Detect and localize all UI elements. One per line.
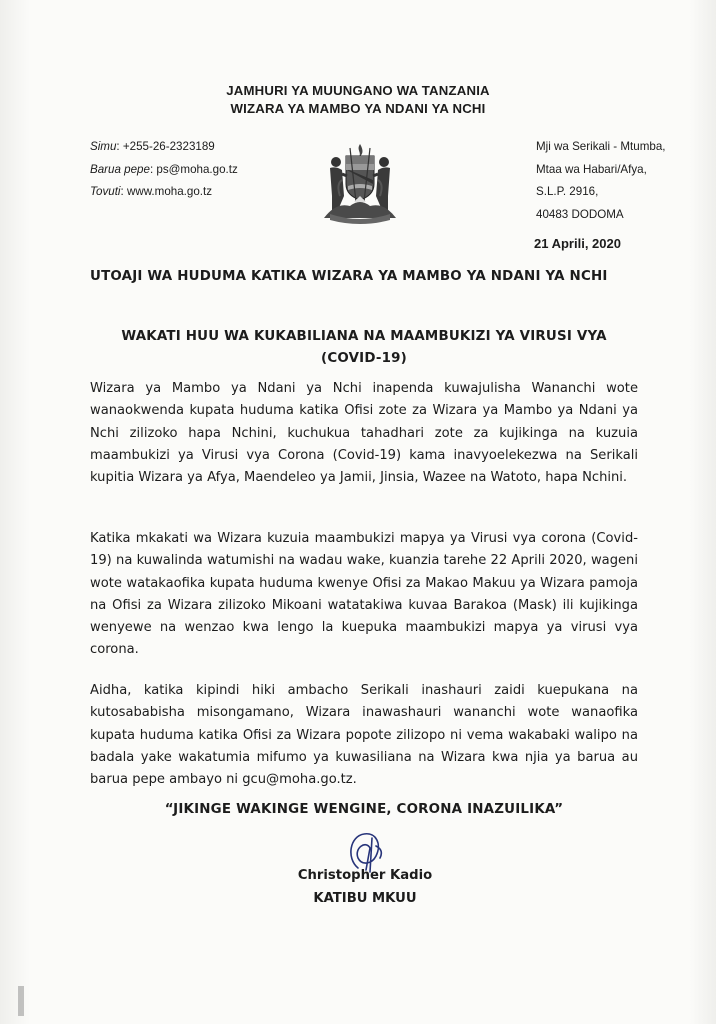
signer-title: KATIBU MKUU [313, 891, 417, 906]
country-name: JAMHURI YA MUUNGANO WA TANZANIA [226, 83, 490, 98]
address-line: 40483 DODOMA [536, 207, 624, 221]
slogan: “JIKINGE WAKINGE WENGINE, CORONA INAZUILIKA” [164, 802, 564, 817]
address-line: Mji wa Serikali - Mtumba, [536, 140, 666, 153]
letter-date: 21 Aprili, 2020 [534, 236, 621, 251]
body-paragraph: Wizara ya Mambo ya Ndani ya Nchi inapenda kuwajulisha Wananchi wote wanaokwenda kupata huduma katika Ofisi zote za Wizara ya Mambo ya Ndani ya Nchi zilizoko hapa Nchini, kuchukua tahadhari zote za kujikinga na kuzuia maambukizi ya Virusi vya Corona (Covid-19) kama inavyoelekezwa na Serikali kupitia Wizara ya Afya, Maendeleo ya Jamii, Jinsia, Wazee na Watoto, hapa Nchini. [90, 381, 638, 486]
address-line: S.L.P. 2916, [536, 185, 599, 198]
scan-mark [18, 986, 24, 1016]
postal-address [536, 136, 711, 226]
notice-title: UTOAJI WA HUDUMA KATIKA WIZARA YA MAMBO YA NDANI YA NCHI [90, 269, 608, 284]
ministry-name: WIZARA YA MAMBO YA NDANI YA NCHI [230, 101, 486, 116]
website-row [90, 181, 330, 204]
email-row [90, 159, 330, 182]
body-paragraph: Aidha, katika kipindi hiki ambacho Serikali inashauri zaidi kuepukana na kutosababisha misongamano, Wizara inawashauri wananchi wote wanaofika kupata huduma katika Ofisi za Wizara popote zilizopo ni vema wakabaki walipo na badala yake wakatumia mifumo ya kuwasiliana na Wizara kwa njia ya barua au barua pepe ambayo ni gcu@moha.go.tz. [90, 683, 638, 788]
tanzania-coat-of-arms-icon [316, 140, 404, 224]
signature-block [250, 864, 480, 910]
signer-name: Christopher Kadio [297, 868, 433, 883]
email-label: Barua pepe [90, 162, 150, 176]
phone-row [90, 136, 330, 159]
phone-value: : +255-26-2323189 [116, 140, 215, 153]
website-value: : www.moha.go.tz [120, 185, 213, 198]
phone-label: Simu [90, 140, 117, 153]
address-line: Mtaa wa Habari/Afya, [536, 162, 647, 176]
notice-subtitle: WAKATI HUU WA KUKABILIANA NA MAAMBUKIZI YA VIRUSI VYA (COVID-19) [121, 329, 607, 366]
contact-details [90, 136, 330, 204]
email-value: : ps@moha.go.tz [149, 162, 238, 176]
letterhead [0, 82, 716, 118]
website-label: Tovuti [90, 185, 121, 198]
body-paragraph: Katika mkakati wa Wizara kuzuia maambukizi mapya ya Virusi vya corona (Covid-19) na kuwalinda watumishi na wadau wake, kuanzia tarehe 22 Aprili 2020, wageni wote watakaofika kupata huduma kwenye Ofisi za Makao Makuu ya Wizara pamoja na Ofisi za Wizara zilizoko Mikoani watatakiwa kuvaa Barakoa (Mask) ili kujikinga wenyewe na wenzao kwa lengo la kuepuka maambukizi mapya ya virusi vya corona. [90, 531, 638, 658]
